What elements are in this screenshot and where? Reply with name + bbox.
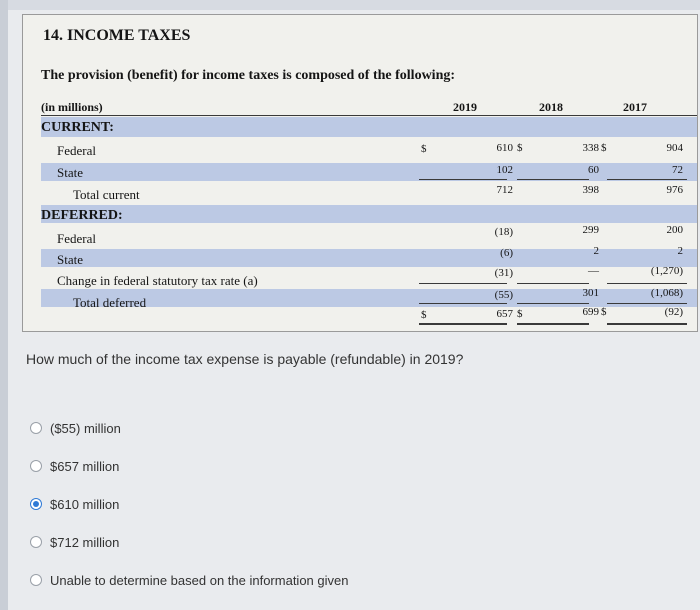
cell-2017: 2 <box>677 245 683 257</box>
year-2019: 2019 <box>453 100 477 114</box>
rule <box>517 283 589 284</box>
note-title: 14. INCOME TAXES <box>43 27 191 44</box>
top-strip <box>0 0 700 10</box>
year-2018: 2018 <box>539 100 563 114</box>
cell-2019: (18) <box>494 226 513 238</box>
cell-2018: 699 <box>582 306 599 318</box>
cell-2018: 338 <box>582 142 599 154</box>
radio-button[interactable] <box>30 574 42 586</box>
row-label: State <box>57 165 83 180</box>
cell-2018: 398 <box>582 184 599 196</box>
cell-2019: (55) <box>494 289 513 301</box>
cell-2017: 904 <box>666 142 683 154</box>
double-rule <box>419 323 507 325</box>
dollar-sign: $ <box>421 143 427 155</box>
rule <box>517 179 589 180</box>
question-text: How much of the income tax expense is payable (refundable) in 2019? <box>26 351 464 367</box>
deferred-heading: DEFERRED: <box>41 208 123 223</box>
option-label[interactable]: $657 million <box>50 458 120 474</box>
cell-2018: — <box>588 265 599 277</box>
note-intro: The provision (benefit) for income taxes is composed of the following: <box>41 68 456 83</box>
answer-option[interactable] <box>30 532 119 552</box>
cell-2019: (31) <box>494 267 513 279</box>
income-tax-note-image <box>22 14 698 332</box>
band-deferred <box>41 205 697 223</box>
row-label: State <box>57 252 83 267</box>
rule <box>607 283 687 284</box>
header-rule <box>41 115 697 116</box>
rule <box>607 179 687 180</box>
dollar-sign: $ <box>601 142 607 154</box>
dollar-sign: $ <box>517 308 523 320</box>
rule <box>419 283 507 284</box>
answer-option[interactable] <box>30 456 119 476</box>
radio-button[interactable] <box>30 536 42 548</box>
cell-2018: 60 <box>588 164 599 176</box>
rule <box>419 303 507 304</box>
row-label: Federal <box>57 143 96 158</box>
row-label: Total deferred <box>73 295 147 310</box>
cell-2017: (1,068) <box>650 287 683 299</box>
rule <box>517 303 589 304</box>
cell-2019: 657 <box>496 308 513 320</box>
dollar-sign: $ <box>517 142 523 154</box>
option-label[interactable]: $610 million <box>50 496 120 512</box>
option-label[interactable]: Unable to determine based on the information given <box>50 572 349 588</box>
cell-2018: 299 <box>582 224 599 236</box>
radio-button[interactable] <box>30 422 42 434</box>
rule <box>419 179 507 180</box>
units-label: (in millions) <box>41 100 103 114</box>
left-edge <box>0 0 8 610</box>
row-label: Change in federal statutory tax rate (a) <box>57 273 258 288</box>
radio-button[interactable] <box>30 460 42 472</box>
cell-2017: 200 <box>666 224 683 236</box>
option-label[interactable]: $712 million <box>50 534 120 550</box>
cell-2019: (6) <box>500 247 513 259</box>
cell-2017: (92) <box>664 306 683 318</box>
cell-2018: 2 <box>593 245 599 257</box>
cell-2019: 610 <box>496 142 513 154</box>
double-rule <box>607 323 687 325</box>
cell-2018: 301 <box>582 287 599 299</box>
radio-button-selected[interactable] <box>30 498 42 510</box>
cell-2019: 712 <box>496 184 513 196</box>
dollar-sign: $ <box>601 306 607 318</box>
answer-option[interactable] <box>30 570 348 590</box>
rule <box>607 303 687 304</box>
band-current <box>41 117 697 137</box>
current-heading: CURRENT: <box>41 120 114 135</box>
row-label: Total current <box>73 187 140 202</box>
cell-2017: 72 <box>672 164 683 176</box>
dollar-sign: $ <box>421 309 427 321</box>
answer-option[interactable] <box>30 494 119 514</box>
option-label[interactable]: ($55) million <box>50 420 121 436</box>
cell-2017: 976 <box>666 184 683 196</box>
cell-2019: 102 <box>496 164 513 176</box>
answer-option[interactable] <box>30 418 121 438</box>
row-label: Federal <box>57 231 96 246</box>
double-rule <box>517 323 589 325</box>
year-2017: 2017 <box>623 100 647 114</box>
cell-2017: (1,270) <box>650 265 683 277</box>
